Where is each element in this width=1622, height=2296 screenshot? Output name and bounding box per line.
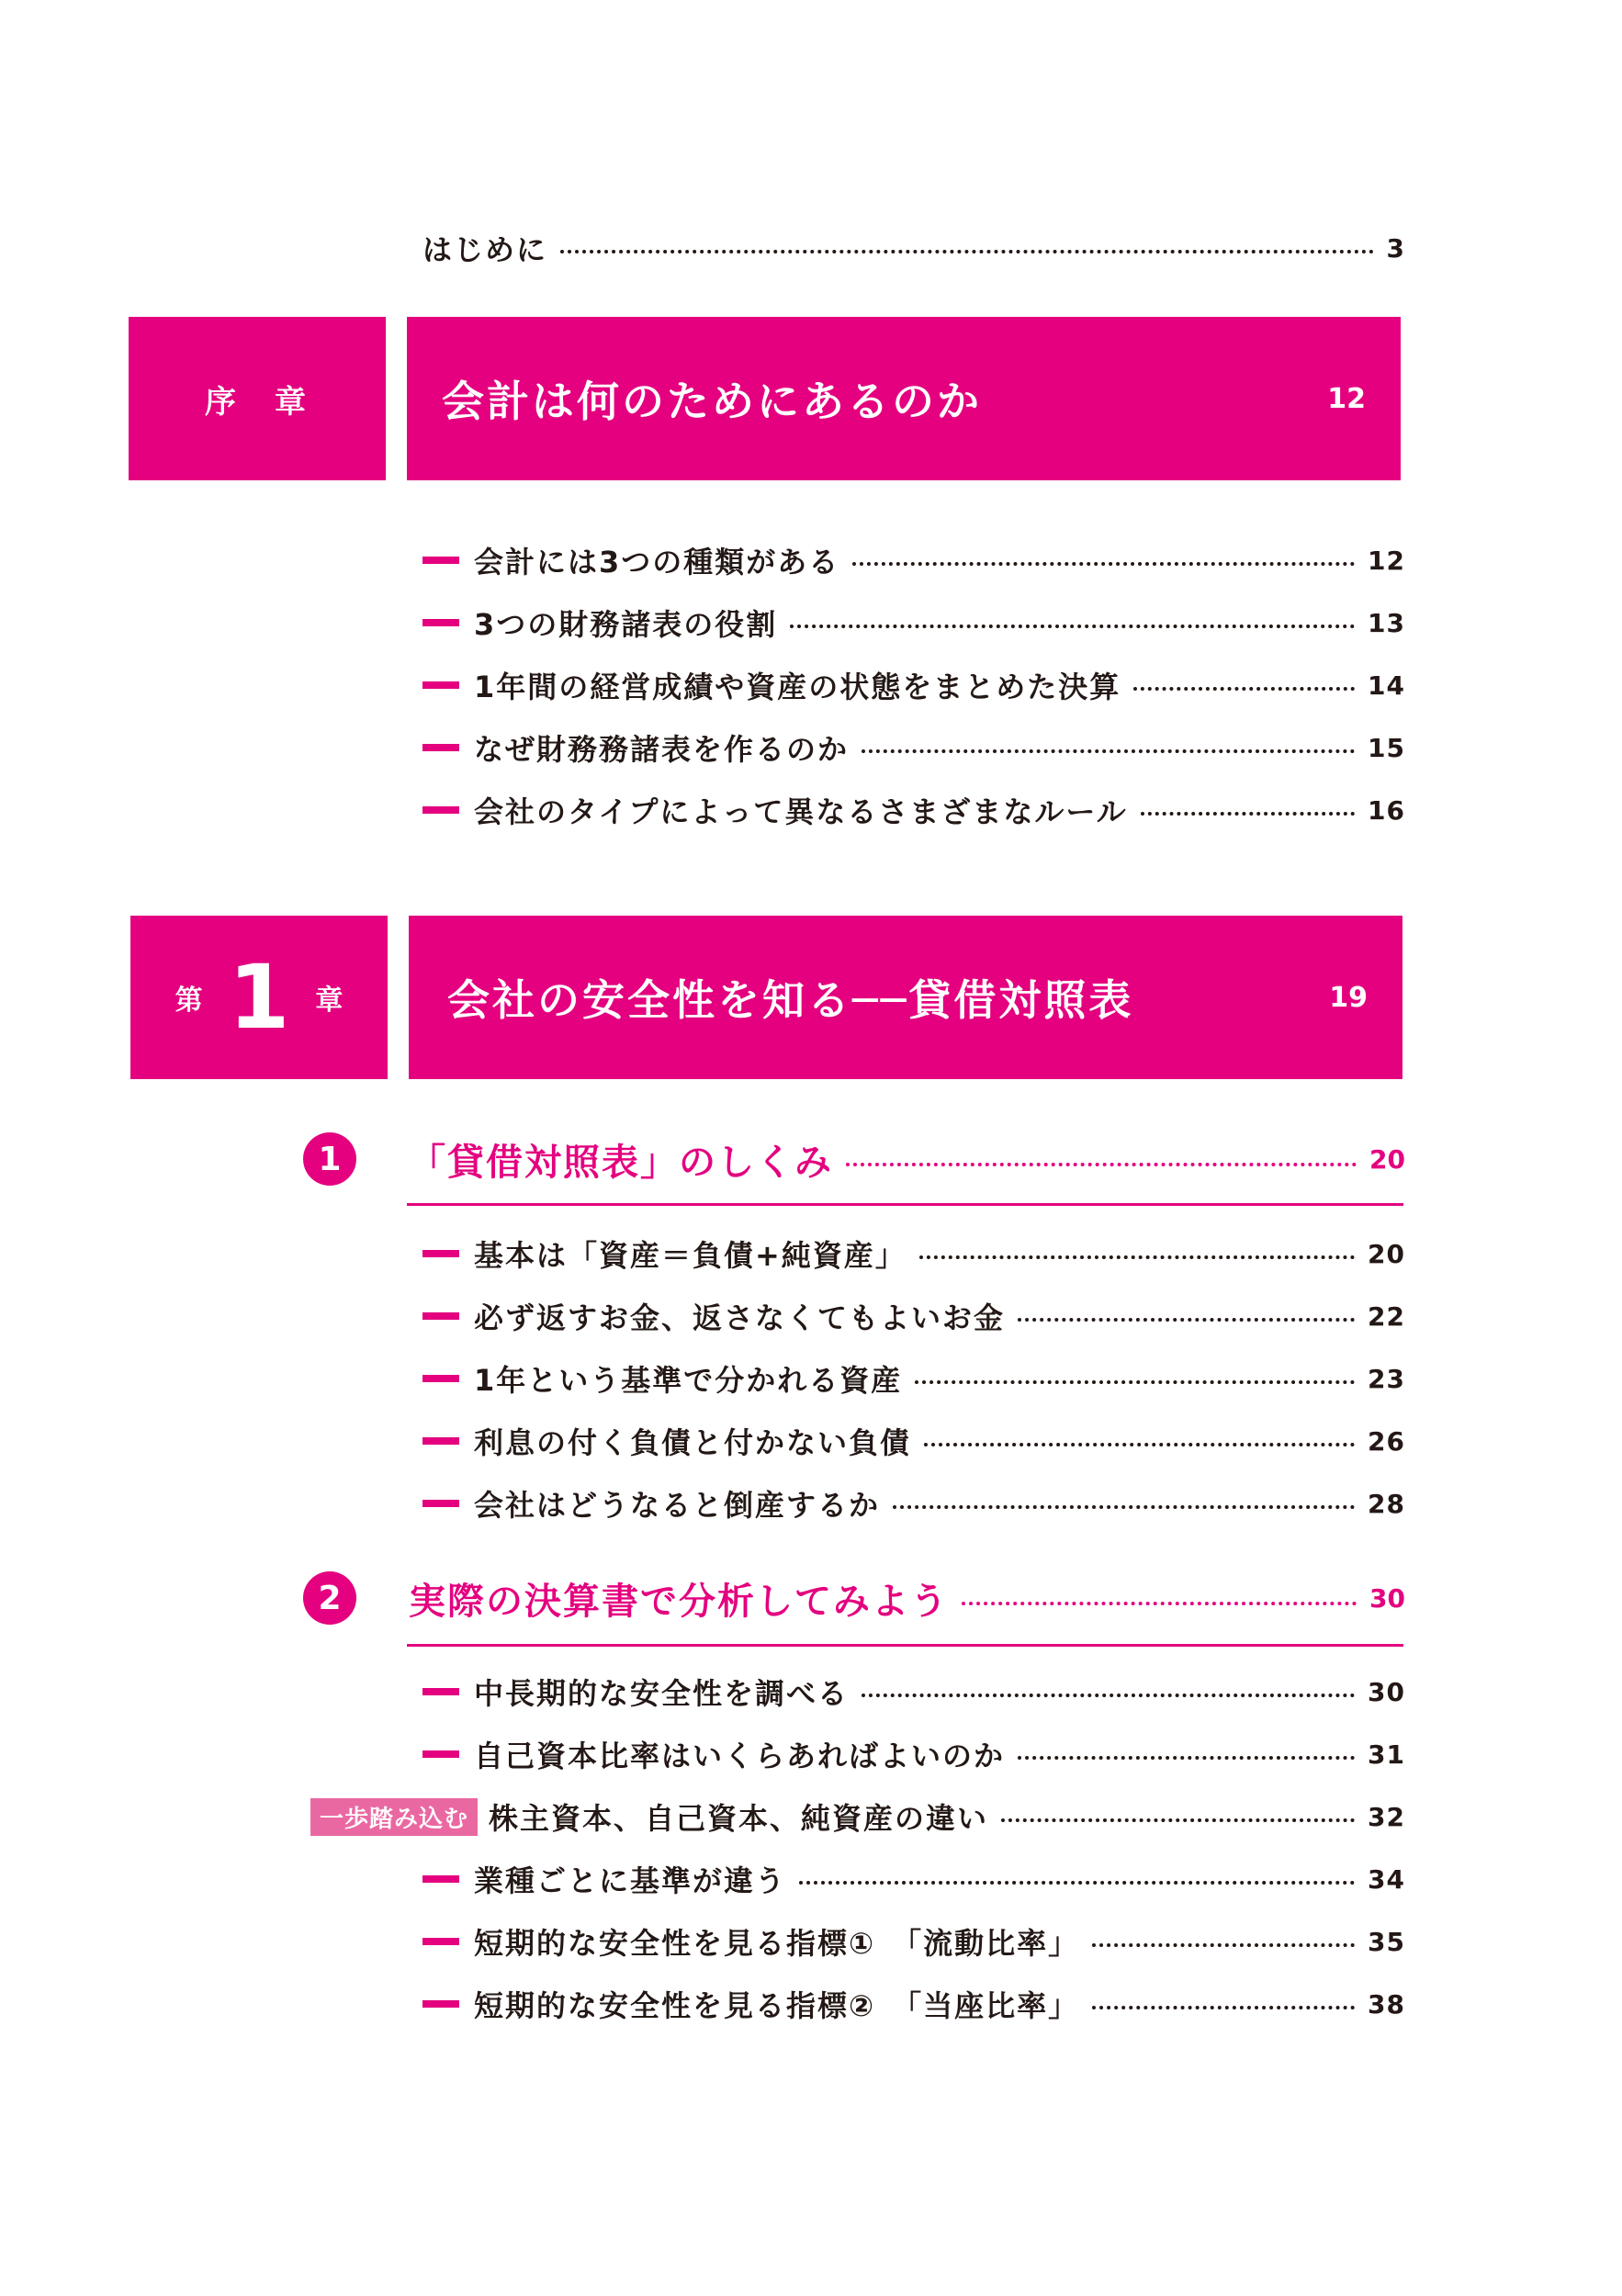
- section-1-underline: [407, 1203, 1403, 1206]
- deep-dive-badge: 一歩踏み込む: [310, 1798, 478, 1836]
- dash-icon: [422, 557, 459, 564]
- section-title: 「貸借対照表」のしくみ: [409, 1141, 833, 1184]
- dot-leader: [862, 749, 1355, 753]
- chapter-1-tag-prefix: 第: [175, 985, 203, 1017]
- section-page: 30: [1369, 1582, 1405, 1614]
- chapter-1-tag: [130, 916, 388, 1079]
- toc-entry-label: 利息の付く負債と付かない負債: [474, 1425, 912, 1460]
- toc-entry[interactable]: [422, 729, 1405, 766]
- dot-leader: [846, 1163, 1357, 1166]
- toc-entry[interactable]: [422, 1298, 1405, 1334]
- dash-icon: [422, 1312, 459, 1320]
- toc-entry-label: 業種ごとに基準が違う: [474, 1863, 787, 1898]
- dot-leader: [862, 1694, 1355, 1697]
- chapter-1-tag-number: 1: [228, 946, 290, 1049]
- toc-entry-label: 1年間の経営成績や資産の状態をまとめた決算: [474, 670, 1121, 704]
- dot-leader: [1092, 2006, 1355, 2009]
- toc-entry[interactable]: [422, 1673, 1405, 1710]
- dot-leader: [799, 1881, 1355, 1885]
- toc-entry[interactable]: [422, 1423, 1405, 1459]
- dot-leader: [1092, 1943, 1355, 1947]
- toc-entry[interactable]: [422, 1923, 1405, 1960]
- toc-entry-page: 28: [1368, 1488, 1405, 1519]
- toc-entry-label: 中長期的な安全性を調べる: [474, 1676, 850, 1711]
- chapter-1-tag-suffix: 章: [315, 985, 344, 1017]
- dash-icon: [422, 1688, 459, 1695]
- toc-entry-page: 34: [1368, 1863, 1405, 1895]
- dot-leader: [790, 625, 1355, 628]
- dash-icon: [422, 1938, 459, 1945]
- dot-leader: [1133, 687, 1355, 691]
- toc-entry[interactable]: [422, 1736, 1405, 1773]
- dash-icon: [422, 619, 459, 626]
- toc-entry-label: 株主資本、自己資本、純資産の違い: [489, 1801, 989, 1836]
- dash-icon: [422, 1250, 459, 1257]
- chapter-1-title-bar[interactable]: [409, 916, 1402, 1079]
- toc-entry[interactable]: [422, 604, 1405, 641]
- dash-icon: [422, 1750, 459, 1758]
- chapter-0-tag: [129, 317, 386, 480]
- dash-icon: [422, 1437, 459, 1445]
- dash-icon: [422, 744, 459, 751]
- toc-entry-page: 12: [1368, 545, 1405, 576]
- toc-entry-page: 14: [1368, 670, 1405, 701]
- toc-entry[interactable]: [422, 1861, 1405, 1897]
- toc-entry-label: 短期的な安全性を見る指標② 「当座比率」: [474, 1988, 1080, 2023]
- section-2[interactable]: [303, 1569, 1405, 1627]
- toc-entry-page: 26: [1368, 1425, 1405, 1457]
- toc-entry-page: 32: [1368, 1801, 1405, 1832]
- dot-leader: [962, 1602, 1357, 1605]
- dot-leader: [1018, 1318, 1355, 1322]
- toc-entry-page: 15: [1368, 732, 1405, 763]
- toc-entry-page: 31: [1368, 1739, 1405, 1770]
- toc-entry[interactable]: [422, 1235, 1405, 1272]
- chapter-0-title-bar[interactable]: [407, 317, 1401, 480]
- dot-leader: [1141, 812, 1355, 816]
- chapter-0-page: 12: [1327, 382, 1366, 415]
- toc-entry[interactable]: [422, 792, 1405, 828]
- dash-icon: [422, 806, 459, 814]
- dot-leader: [852, 562, 1355, 566]
- dot-leader: [1018, 1756, 1355, 1760]
- dot-leader: [560, 250, 1374, 253]
- section-number-badge: 1: [303, 1132, 356, 1186]
- toc-entry-intro[interactable]: [422, 230, 1405, 266]
- dash-icon: [422, 681, 459, 689]
- dot-leader: [919, 1255, 1355, 1259]
- chapter-0-title: 会計は何のためにあるのか: [442, 377, 982, 426]
- section-2-underline: [407, 1644, 1403, 1647]
- toc-entry-page: 22: [1368, 1300, 1405, 1332]
- toc-entry-page: 38: [1368, 1988, 1405, 2020]
- toc-entry[interactable]: [422, 1360, 1405, 1397]
- toc-entry[interactable]: [422, 1986, 1405, 2022]
- dash-icon: [422, 2000, 459, 2008]
- chapter-1-title: 会社の安全性を知る──貸借対照表: [447, 975, 1134, 1025]
- chapter-1-page: 19: [1329, 981, 1368, 1014]
- chapter-0-tag-label: 序 章: [205, 383, 310, 421]
- toc-entry-deep-dive[interactable]: [310, 1798, 1405, 1835]
- toc-entry-label: はじめに: [422, 232, 548, 267]
- dot-leader: [915, 1380, 1355, 1384]
- toc-entry-page: 23: [1368, 1363, 1405, 1394]
- toc-entry-label: 会計には3つの種類がある: [474, 545, 840, 580]
- toc-entry-page: 13: [1368, 607, 1405, 638]
- section-1[interactable]: [303, 1130, 1405, 1188]
- toc-entry-page: 3: [1386, 232, 1405, 264]
- toc-entry-label: 短期的な安全性を見る指標① 「流動比率」: [474, 1926, 1080, 1961]
- dot-leader: [893, 1505, 1355, 1509]
- dash-icon: [422, 1500, 459, 1507]
- toc-entry[interactable]: [422, 1485, 1405, 1522]
- toc-entry-page: 16: [1368, 794, 1405, 826]
- dash-icon: [422, 1375, 459, 1382]
- toc-entry-label: 必ず返すお金、返さなくてもよいお金: [474, 1300, 1006, 1335]
- toc-entry-page: 20: [1368, 1238, 1405, 1269]
- dash-icon: [422, 1875, 459, 1883]
- toc-entry-label: 基本は「資産＝負債+純資産」: [474, 1238, 907, 1273]
- toc-entry[interactable]: [422, 542, 1405, 579]
- dot-leader: [924, 1443, 1355, 1446]
- toc-entry-label: 1年という基準で分かれる資産: [474, 1363, 903, 1398]
- toc-entry-label: 自己資本比率はいくらあればよいのか: [474, 1739, 1006, 1773]
- toc-entry-label: なぜ財務務諸表を作るのか: [474, 732, 850, 767]
- toc-entry[interactable]: [422, 667, 1405, 703]
- toc-entry-label: 3つの財務諸表の役割: [474, 607, 778, 642]
- section-page: 20: [1369, 1143, 1405, 1175]
- section-number-badge: 2: [303, 1571, 356, 1625]
- toc-entry-label: 会社のタイプによって異なるさまざまなルール: [474, 794, 1128, 829]
- toc-entry-page: 30: [1368, 1676, 1405, 1707]
- toc-entry-page: 35: [1368, 1926, 1405, 1957]
- toc-entry-label: 会社はどうなると倒産するか: [474, 1488, 881, 1523]
- dot-leader: [1001, 1818, 1355, 1822]
- section-title: 実際の決算書で分析してみよう: [409, 1580, 949, 1623]
